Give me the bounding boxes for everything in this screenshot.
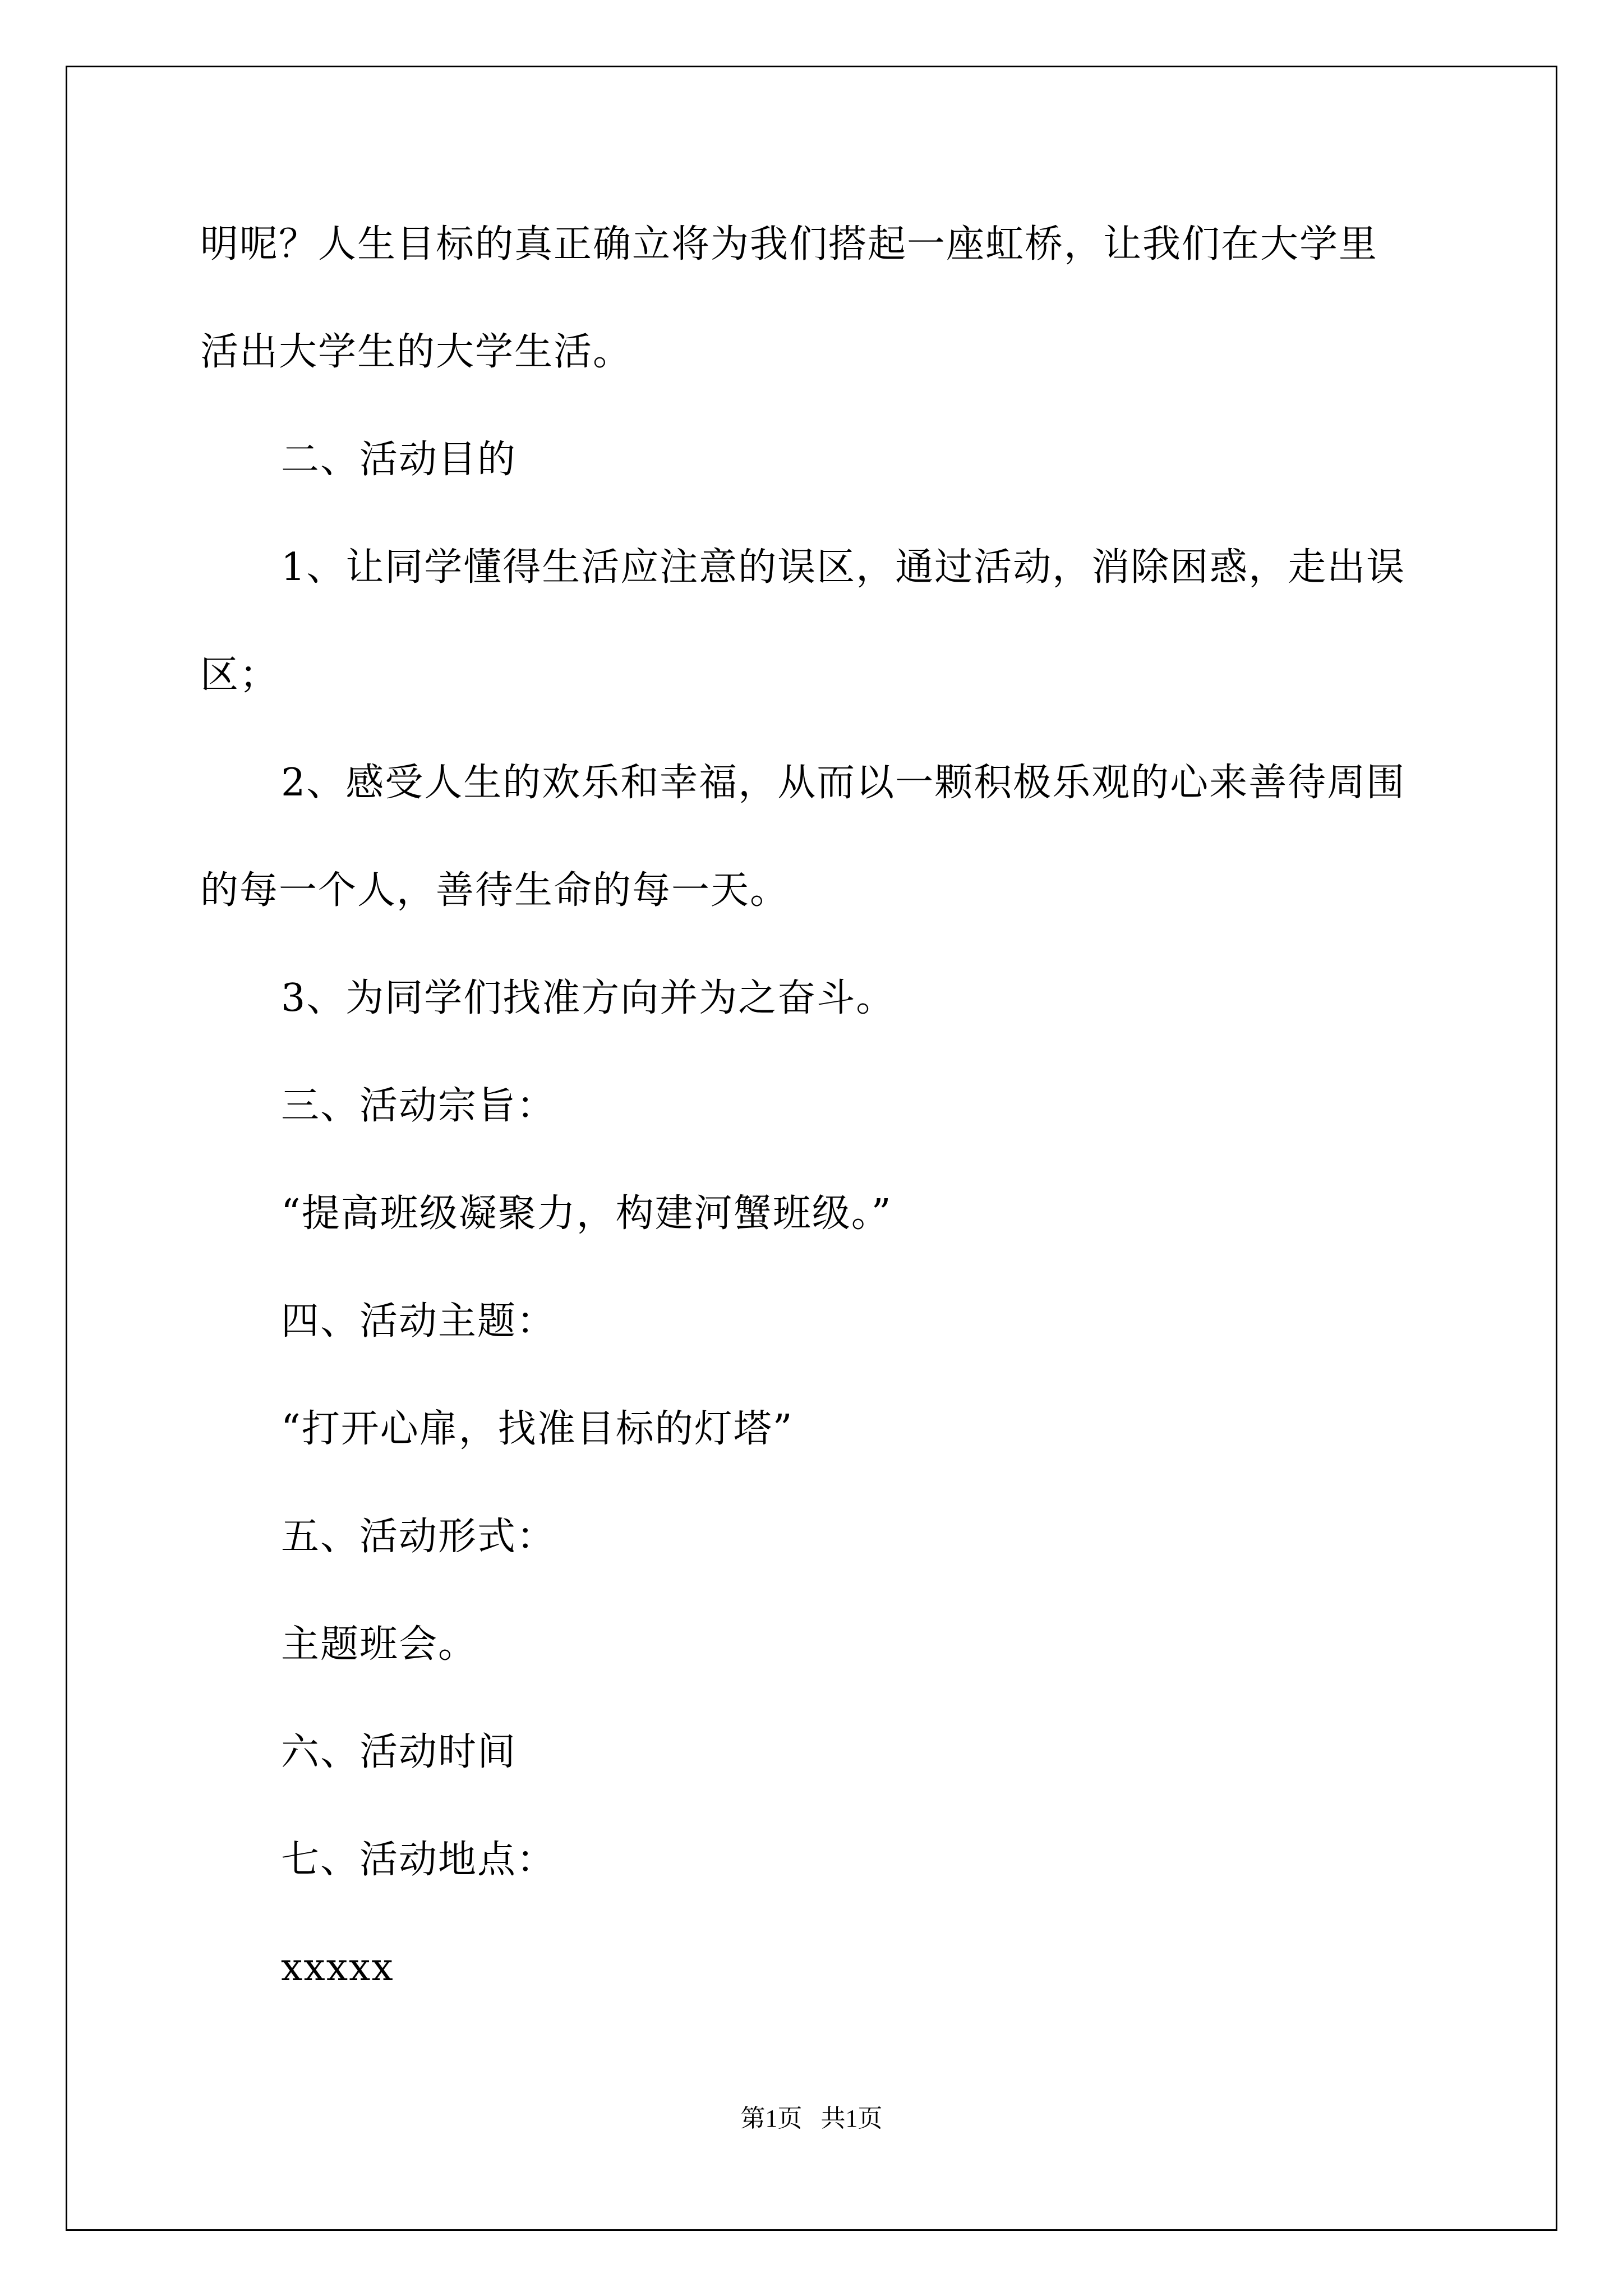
section-heading-time: 六、活动时间	[281, 1730, 517, 1774]
section-heading-purpose: 二、活动目的	[281, 438, 517, 482]
document-body	[200, 213, 1423, 2044]
paragraph-line: 2、感受人生的欢乐和幸福，从而以一颗积极乐观的心来善待周围	[281, 761, 1406, 805]
paragraph-line: 主题班会。	[281, 1622, 478, 1667]
section-heading-location: 七、活动地点：	[281, 1838, 556, 1882]
paragraph-line: xxxxx	[281, 1945, 394, 1990]
paragraph-line: 3、为同学们找准方向并为之奋斗。	[281, 976, 896, 1020]
paragraph-line: “打开心扉，找准目标的灯塔”	[281, 1407, 794, 1451]
paragraph-line: 区；	[200, 653, 279, 697]
page-number-footer: 第1页 共1页	[740, 2105, 883, 2132]
section-heading-theme: 四、活动主题：	[281, 1299, 556, 1343]
section-heading-tenet: 三、活动宗旨：	[281, 1084, 556, 1128]
paragraph-line: “提高班级凝聚力，构建河蟹班级。”	[281, 1191, 892, 1236]
paragraph-line: 明呢？人生目标的真正确立将为我们搭起一座虹桥，让我们在大学里	[200, 222, 1378, 266]
section-heading-format: 五、活动形式：	[281, 1515, 556, 1559]
paragraph-line: 1、让同学懂得生活应注意的误区，通过活动，消除困惑，走出误	[281, 545, 1406, 590]
paragraph-line: 的每一个人，善待生命的每一天。	[200, 868, 790, 913]
paragraph-line: 活出大学生的大学生活。	[200, 330, 633, 374]
